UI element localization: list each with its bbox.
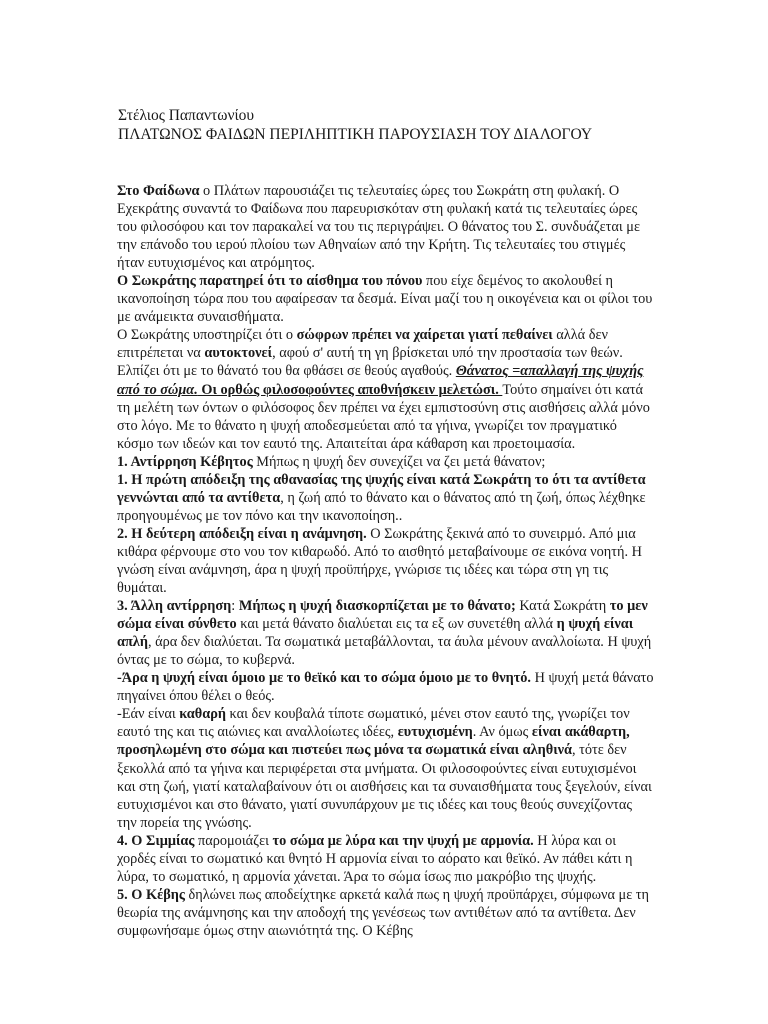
paragraph: [117, 272, 655, 326]
text-run: αλλά δεν επιτρέπεται να: [117, 327, 608, 362]
text-run: και δεν κουβαλά τίποτε σωματικό, μένει στον εαυτό της, γνωρίζει τον εαυτό της και τις αιώνιες και αναλλοίωτες ιδέες,: [117, 706, 630, 741]
text-run: ο Πλάτων παρουσιάζει τις τελευταίες ώρες του Σωκράτη στη φυλακή. Ο Εχεκράτης συναντά το Φαίδωνα που παρευρισκόταν στη φυλακή κατά τις τελευταίες ώρες του φιλοσόφου και τον παρακαλεί να του τις περιγράψει. Ο θάνατος του Σ. συνδυάζεται με την επάνοδο του ιερού πλοίου των Αθηναίων από την Κρήτη. Τις τελευταίες του στιγμές ήταν ευτυχισμένος και ατρόμητος.: [117, 183, 640, 272]
text-run: Ο Σωκράτης υποστηρίζει ότι ο: [117, 327, 297, 344]
document-header: [118, 106, 718, 144]
paragraph: [117, 453, 655, 471]
text-run: καθαρή: [179, 706, 226, 723]
text-run: Μήπως η ψυχή δεν συνεχίζει να ζει μετά θάνατον;: [252, 453, 546, 470]
text-run: αυτοκτονεί: [204, 345, 273, 362]
text-run: 1. Αντίρρηση Κέβητος: [117, 453, 253, 470]
document-body: [117, 182, 655, 940]
text-run: , αφού σ' αυτή τη γη βρίσκεται υπό την προστασία των θεών. Ελπίζει ότι με το θάνατό του θα φθάσει σε θεούς αγαθούς.: [117, 345, 623, 380]
text-run: Μήπως η ψυχή διασκορπίζεται με το θάνατο;: [238, 598, 516, 615]
text-run: το μεν σώμα είναι σύνθετο: [117, 598, 648, 633]
text-run: που είχε δεμένος το ακολουθεί η ικανοποίηση τώρα που του αφαίρεσαν τα δεσμά. Είναι μαζί του η οικογένεια και οι φίλοι του με ανάμεικτα συναισθήματα.: [117, 273, 653, 326]
text-run: παρομοιάζει: [194, 832, 273, 849]
text-run: 5. Ο Κέβης: [117, 886, 185, 903]
text-run: και μετά θάνατο διαλύεται εις τα εξ ων συνετέθη αλλά: [236, 616, 557, 633]
paragraph: [117, 182, 655, 272]
text-run: , τότε δεν ξεκολλά από τα γήινα και περιφέρεται στα μνήματα. Οι φιλοσοφούντες είναι ευτυχισμένοι και στη ζωή, γιατί καταλαβαίνουν ότι οι αισθήσεις και τα συναισθήματα τους ξεγελούν, είναι ευτυχισμένοι και στο θάνατο, γιατί συνυπάρχουν με τις ιδέες και τους θεούς συνεχίζοντας την πορεία της γνώσης.: [117, 742, 652, 831]
paragraph: [117, 705, 655, 831]
text-run: :: [231, 598, 239, 615]
text-run: . Αν όμως: [472, 724, 532, 741]
text-run: ευτυχισμένη: [397, 724, 473, 741]
document-title: ΠΛΑΤΩΝΟΣ ΦΑΙΔΩΝ ΠΕΡΙΛΗΠΤΙΚΗ ΠΑΡΟΥΣΙΑΣΗ ΤΟΥ ΔΙΑΛΟΓΟΥ: [118, 126, 593, 143]
text-run: είναι ακάθαρτη, προσηλωμένη στο σώμα και πιστεύει πως μόνα τα σωματικά είναι αληθινά: [117, 724, 630, 759]
text-run: Στο Φαίδωνα: [117, 183, 200, 199]
text-run: -Εάν είναι: [117, 706, 180, 723]
author-name: Στέλιος Παπαντωνίου: [118, 107, 255, 124]
text-run: , άρα δεν διαλύεται. Τα σωματικά μεταβάλλονται, τα άυλα μένουν αναλλοίωτα. Η ψυχή όντας με το σώμα, το κυβερνά.: [117, 634, 652, 669]
text-run: δηλώνει πως αποδείχτηκε αρκετά καλά πως η ψυχή προϋπάρχει, σύμφωνα με τη θεωρία της ανάμνησης και την αποδοχή της γενέσεως των αντιθέτων από τα αντίθετα. Δεν συμφωνήσαμε όμως στην αιωνιότητά της. Ο Κέβης: [117, 886, 650, 939]
paragraph: [117, 886, 655, 940]
text-run: Ο Σωκράτης παρατηρεί ότι το αίσθημα του πόνου: [117, 273, 423, 290]
text-run: Κατά Σωκράτη: [515, 598, 610, 615]
paragraph: [117, 525, 655, 597]
paragraph: [117, 326, 655, 452]
text-run: Οι ορθώς φιλοσοφούντες αποθνήσκειν μελετώσι.: [197, 381, 503, 398]
text-run: 1. Η πρώτη απόδειξη της αθανασίας της ψυχής είναι κατά Σωκράτη το ότι τα αντίθετα γεννώνται από τα αντίθετα: [117, 471, 646, 506]
text-run: σώφρων πρέπει να χαίρεται γιατί πεθαίνει: [296, 327, 553, 344]
text-run: Η λύρα και οι χορδές είναι το σωματικό και θνητό Η αρμονία είναι το αόρατο και θεϊκό. Αν πάθει κάτι η λύρα, το σωματικό, η αρμονία χάνεται. Άρα το σώμα ίσως πιο μακρόβιο της ψυχής.: [117, 832, 633, 885]
text-run: 3. Άλλη αντίρρηση: [117, 598, 232, 615]
text-run: -Άρα η ψυχή είναι όμοιο με το θεϊκό και το σώμα όμοιο με το θνητό.: [117, 670, 532, 687]
text-run: Η ψυχή μετά θάνατο πηγαίνει όπου θέλει ο θεός.: [117, 670, 654, 705]
text-run: Θάνατος =απαλλαγή της ψυχής από το σώμα.: [117, 363, 644, 398]
text-run: Ο Σωκράτης ξεκινά από το συνειρμό. Από μια κιθάρα φέρνουμε στο νου τον κιθαρωδό. Από το αισθητό μεταβαίνουμε σε εικόνα νοητή. Η γνώση είναι ανάμνηση, άρα η ψυχή προϋπήρχε, γνώρισε τις ιδέες και τώρα στη γη τις θυμάται.: [117, 525, 642, 597]
text-run: , η ζωή από το θάνατο και ο θάνατος από τη ζωή, όπως λέχθηκε προηγουμένως με τον πόνο και την ικανοποίηση..: [117, 489, 646, 524]
text-run: 4. Ο Σιμμίας: [117, 832, 195, 849]
paragraph: [117, 669, 655, 705]
text-run: η ψυχή είναι απλή: [117, 616, 634, 651]
paragraph: [117, 832, 655, 886]
text-run: Τούτο σημαίνει ότι κατά τη μελέτη των όντων ο φιλόσοφος δεν πρέπει να έχει εμπιστοσύνη στις αισθήσεις αλλά μόνο στο λόγο. Με το θάνατο η ψυχή αποδεσμεύεται από τα γήινα, γνωρίζει τον πραγματικό κόσμο των ιδεών και τον εαυτό της. Απαιτείται άρα κάθαρση και προετοιμασία.: [117, 381, 650, 452]
text-run: 2. Η δεύτερη απόδειξη είναι η ανάμνηση.: [117, 525, 367, 542]
paragraph: [117, 597, 655, 669]
text-run: το σώμα με λύρα και την ψυχή με αρμονία.: [272, 832, 534, 849]
paragraph: [117, 471, 655, 525]
